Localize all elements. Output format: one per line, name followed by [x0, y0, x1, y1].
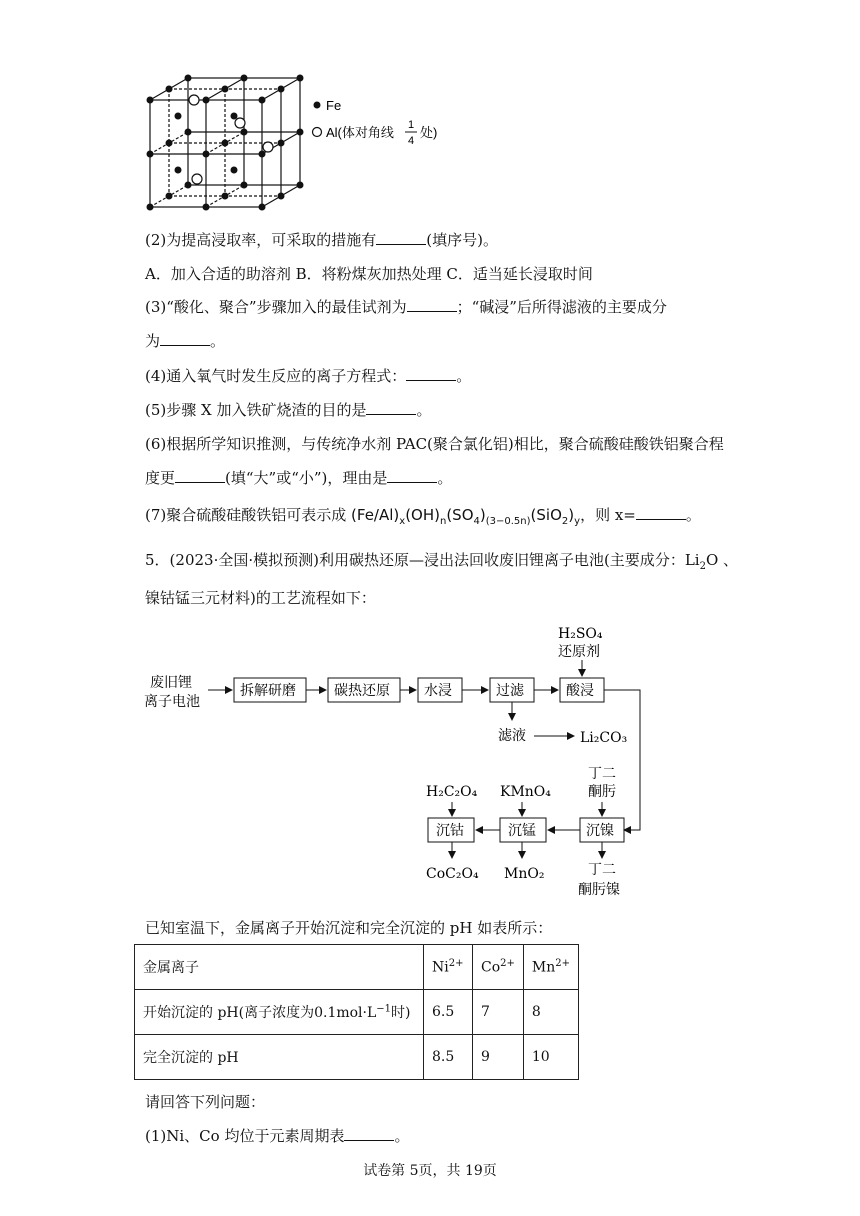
q3-text4: 。 [210, 332, 226, 350]
flow-box-3: 水浸 [424, 683, 452, 699]
flow-start-1: 废旧锂 [150, 675, 192, 691]
legend-frac-num: 1 [408, 119, 415, 131]
question-5-1 [145, 1126, 409, 1146]
q6-text2: 度更 [145, 469, 176, 487]
flow-li2co3: Li₂CO₃ [580, 730, 628, 746]
question-3-cont [145, 331, 225, 351]
legend-frac-den: 4 [408, 135, 415, 147]
flow-r3-top2: 酮肟 [588, 784, 616, 800]
q4-text: (4)通入氧气时发生反应的离子方程式： [145, 367, 407, 385]
q5-1-tail: 。 [394, 1127, 410, 1145]
flow-box-4: 过滤 [496, 683, 524, 699]
table-cell: 8 [523, 990, 578, 1035]
page-footer: 试卷第 5页，共 19页 [363, 1163, 497, 1179]
table-cell: 10 [523, 1035, 578, 1080]
q3-text2: ；“碱浸”后所得滤液的主要成分 [456, 298, 667, 316]
q4-tail: 。 [456, 367, 472, 385]
q3-text3: 为 [145, 332, 161, 350]
answer-blank[interactable] [175, 468, 225, 483]
flow-p2: MnO₂ [504, 866, 545, 882]
table-header-cell: $Co^{2+}$ [473, 945, 524, 990]
flow-p1: CoC₂O₄ [426, 866, 479, 882]
legend-al-tail: 处) [420, 125, 438, 140]
table-intro: 已知室温下，金属离子开始沉淀和完全沉淀的 pH 如表所示： [145, 919, 553, 937]
table-cell: 6.5 [424, 990, 473, 1035]
table-row [135, 1035, 579, 1080]
q5s-tail: 。 [416, 401, 432, 419]
flow-p3a: 丁二 [588, 862, 616, 878]
answer-blank[interactable] [366, 400, 416, 415]
flow-p3b: 酮肟镍 [578, 882, 620, 898]
legend-al: Al(体对角线 [326, 125, 394, 140]
question-2 [145, 230, 498, 250]
flow-box-2: 碳热还原 [334, 683, 390, 699]
q2-tail: (填序号)。 [426, 231, 498, 249]
table-cell: 9 [473, 1035, 524, 1080]
table-row [135, 990, 579, 1035]
table-cell: 7 [473, 990, 524, 1035]
question-6: (6)根据所学知识推测，与传统净水剂 PAC(聚合氯化铝)相比，聚合硫酸硅酸铁铝聚合程 [145, 435, 724, 453]
answer-blank[interactable] [344, 1126, 394, 1141]
problem5-line1-tail: O 、 [705, 551, 739, 569]
flow-filtrate: 滤液 [498, 728, 526, 744]
question-4 [145, 366, 471, 386]
answer-blank[interactable] [387, 468, 437, 483]
q7-text: (7)聚合硫酸硅酸铁铝可表示成 [145, 506, 347, 524]
answer-blank[interactable] [636, 505, 686, 520]
table-cell: 8.5 [424, 1035, 473, 1080]
flow-r2-top: KMnO₄ [500, 784, 551, 800]
problem-5-heading: 5．(2023·全国·模拟预测)利用碳热还原—浸出法回收废旧锂离子电池(主要成分：$Li_2O$ 、 [145, 551, 739, 572]
q7-tail: ，则 x= [580, 506, 636, 524]
q5s-text: (5)步骤 X 加入铁矿烧渣的目的是 [145, 401, 367, 419]
flow-c3: 沉镍 [586, 823, 614, 839]
flow-c2: 沉锰 [508, 823, 536, 839]
flow-top-1: H₂SO₄ [558, 626, 603, 642]
answer-blank[interactable] [407, 297, 457, 312]
question-7 [145, 505, 701, 532]
flow-box-5: 酸浸 [566, 683, 594, 699]
table-header-row [135, 945, 579, 990]
answer-blank[interactable] [376, 230, 426, 245]
q5-1-text: (1)Ni、Co 均位于元素周期表 [145, 1127, 345, 1145]
question-5-step [145, 400, 431, 420]
table-cell: 完全沉淀的 pH [135, 1035, 424, 1080]
q6-text4: 。 [437, 469, 453, 487]
table-header-cell: $Mn^{2+}$ [523, 945, 578, 990]
problem-5-heading-cont: 镍钴锰三元材料)的工艺流程如下： [145, 589, 376, 607]
table-header-cell: $Ni^{2+}$ [424, 945, 473, 990]
table-cell: 开始沉淀的 pH(离子浓度为$0.1mol\cdot L^{-1}$时) [135, 990, 424, 1035]
question-2-options: A．加入合适的助溶剂 B．将粉煤灰加热处理 C．适当延长浸取时间 [145, 265, 593, 283]
legend-fe: Fe [326, 98, 342, 113]
answer-blank[interactable] [406, 366, 456, 381]
ph-table [134, 944, 579, 1080]
flow-r3-top1: 丁二 [588, 766, 616, 782]
answer-blank[interactable] [160, 331, 210, 346]
process-flow-diagram [140, 620, 660, 910]
q3-text1: (3)“酸化、聚合”步骤加入的最佳试剂为 [145, 298, 407, 316]
table-header-cell: 金属离子 [135, 945, 424, 990]
flow-c1: 沉钴 [436, 823, 464, 839]
flow-box-1: 拆解研磨 [240, 683, 296, 699]
problem5-line1: 5．(2023·全国·模拟预测)利用碳热还原—浸出法回收废旧锂离子电池(主要成分：Li [145, 551, 700, 569]
flow-r1-top: H₂C₂O₄ [426, 784, 478, 800]
q2-text: (2)为提高浸取率，可采取的措施有 [145, 231, 377, 249]
q7-end: 。 [685, 506, 701, 524]
formula: $(Fe/Al)_x(OH)_n(SO_4)_{(3-0.5n)}(SiO_2)_y$ [351, 506, 581, 527]
flow-start-2: 离子电池 [144, 694, 200, 710]
flow-top-2: 还原剂 [558, 644, 600, 660]
crystal-structure-figure [140, 70, 470, 215]
q6-text3: (填“大”或“小”)，理由是 [225, 469, 388, 487]
question-3 [145, 297, 667, 317]
answer-prompt: 请回答下列问题： [145, 1093, 266, 1111]
question-6-cont [145, 468, 452, 488]
